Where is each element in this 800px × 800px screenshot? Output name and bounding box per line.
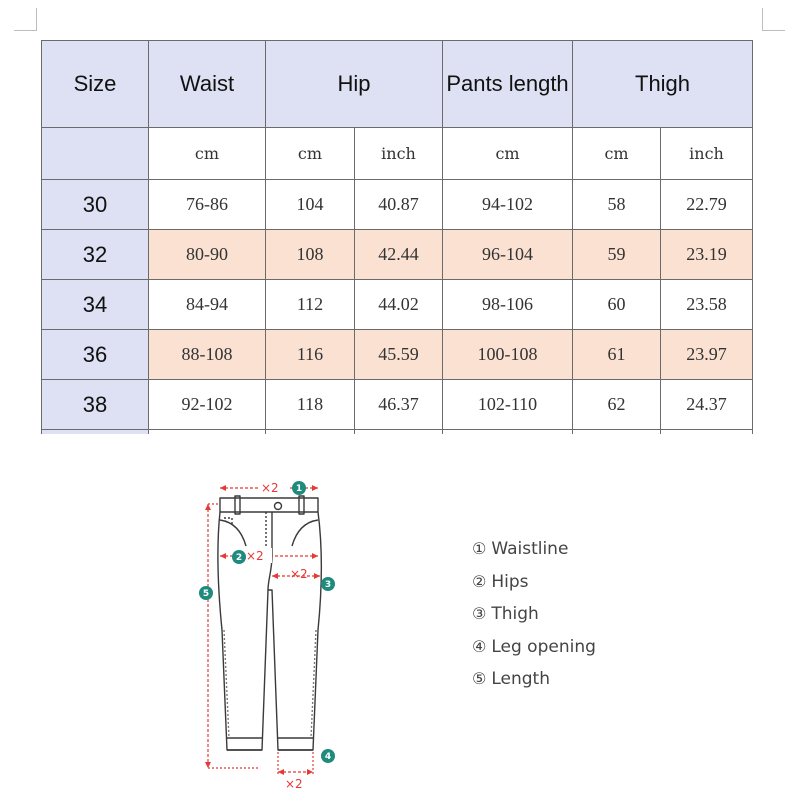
length-cell: 96-104 [443, 230, 573, 280]
length-cell: 94-102 [443, 180, 573, 230]
hip-cm-cell: 112 [266, 280, 355, 330]
size-cell: 38 [42, 380, 149, 430]
legend-label: Thigh [491, 604, 539, 624]
hip-cm-cell: 118 [266, 380, 355, 430]
table-row [42, 330, 753, 380]
belt-loop-right [299, 496, 304, 514]
length-cell: 102-110 [443, 380, 573, 430]
page-corner-mark-left [14, 8, 37, 31]
waist-button [275, 503, 282, 510]
header-hip: Hip [266, 41, 443, 128]
hip-cm-cell: 104 [266, 180, 355, 230]
size-cell: 32 [42, 230, 149, 280]
length-cell: 98-106 [443, 280, 573, 330]
unit-waist-cm: cm [149, 128, 266, 180]
badge-1-label: 1 [295, 484, 303, 494]
size-chart-table [41, 40, 753, 434]
waist-cell: 92-102 [149, 380, 266, 430]
hip-inch-cell: 42.44 [355, 230, 443, 280]
legend-label: Waistline [491, 539, 569, 559]
unit-thigh-inch: inch [661, 128, 753, 180]
belt-loop-left [235, 496, 240, 514]
size-cell: 36 [42, 330, 149, 380]
unit-blank [42, 128, 149, 180]
jeans-silhouette [218, 512, 322, 750]
thigh-cm-cell: 61 [573, 330, 661, 380]
legend-item-waistline [472, 533, 596, 566]
unit-hip-cm: cm [266, 128, 355, 180]
legend-number: ⑤ [472, 669, 487, 688]
badge-5-label: 5 [202, 589, 210, 599]
thigh-inch-cell: 23.58 [661, 280, 753, 330]
thigh-cm-cell: 60 [573, 280, 661, 330]
table-row [42, 380, 753, 430]
header-size: Size [42, 41, 149, 128]
legend-label: Hips [491, 571, 529, 592]
legend-number: ④ [472, 636, 487, 656]
legend-item-leg-opening [472, 631, 596, 664]
thigh-inch-cell: 22.79 [661, 180, 753, 230]
hip-times-two: ×2 [246, 549, 264, 563]
measurement-legend [472, 533, 596, 696]
legend-number: ③ [472, 604, 487, 623]
legend-item-thigh [472, 598, 596, 631]
legend-label: Leg opening [491, 636, 596, 657]
page-corner-mark-right [762, 8, 785, 31]
legend-number: ① [472, 539, 487, 558]
table-row [42, 280, 753, 330]
thigh-times-two: ×2 [290, 567, 308, 581]
leg-opening-times-two: ×2 [285, 777, 303, 790]
waist-times-two: ×2 [261, 481, 279, 495]
hip-inch-cell: 45.59 [355, 330, 443, 380]
badge-2-label: 2 [235, 553, 243, 563]
unit-hip-inch: inch [355, 128, 443, 180]
header-waist: Waist [149, 41, 266, 128]
table-row [42, 230, 753, 280]
jeans-illustration [180, 460, 360, 790]
hip-inch-cell: 40.87 [355, 180, 443, 230]
thigh-inch-cell: 24.37 [661, 380, 753, 430]
thigh-inch-cell: 23.19 [661, 230, 753, 280]
badge-3-label: 3 [324, 580, 332, 590]
legend-number: ② [472, 571, 487, 591]
table-row-cut [42, 430, 753, 435]
unit-thigh-cm: cm [573, 128, 661, 180]
size-cell: 30 [42, 180, 149, 230]
pocket-right [292, 520, 318, 546]
hip-cm-cell: 116 [266, 330, 355, 380]
table-header-row [42, 41, 753, 128]
hip-inch-cell: 44.02 [355, 280, 443, 330]
table-unit-row [42, 128, 753, 180]
unit-length-cm: cm [443, 128, 573, 180]
legend-label: Length [491, 669, 550, 689]
hip-cm-cell: 108 [266, 230, 355, 280]
header-thigh: Thigh [573, 41, 753, 128]
size-cell: 34 [42, 280, 149, 330]
waist-cell: 80-90 [149, 230, 266, 280]
table-row [42, 180, 753, 230]
badge-4-label: 4 [324, 752, 332, 762]
waist-cell: 84-94 [149, 280, 266, 330]
waist-cell: 88-108 [149, 330, 266, 380]
legend-item-length [472, 663, 596, 696]
cuff-left [227, 738, 262, 750]
cuff-right [278, 738, 313, 750]
length-cell: 100-108 [443, 330, 573, 380]
thigh-cm-cell: 62 [573, 380, 661, 430]
waist-cell: 76-86 [149, 180, 266, 230]
thigh-inch-cell: 23.97 [661, 330, 753, 380]
pocket-left [220, 520, 246, 546]
thigh-cm-cell: 58 [573, 180, 661, 230]
thigh-cm-cell: 59 [573, 230, 661, 280]
hip-inch-cell: 46.37 [355, 380, 443, 430]
legend-item-hips [472, 566, 596, 599]
jeans-measurement-diagram [180, 460, 360, 790]
header-pants-length: Pants length [443, 41, 573, 128]
